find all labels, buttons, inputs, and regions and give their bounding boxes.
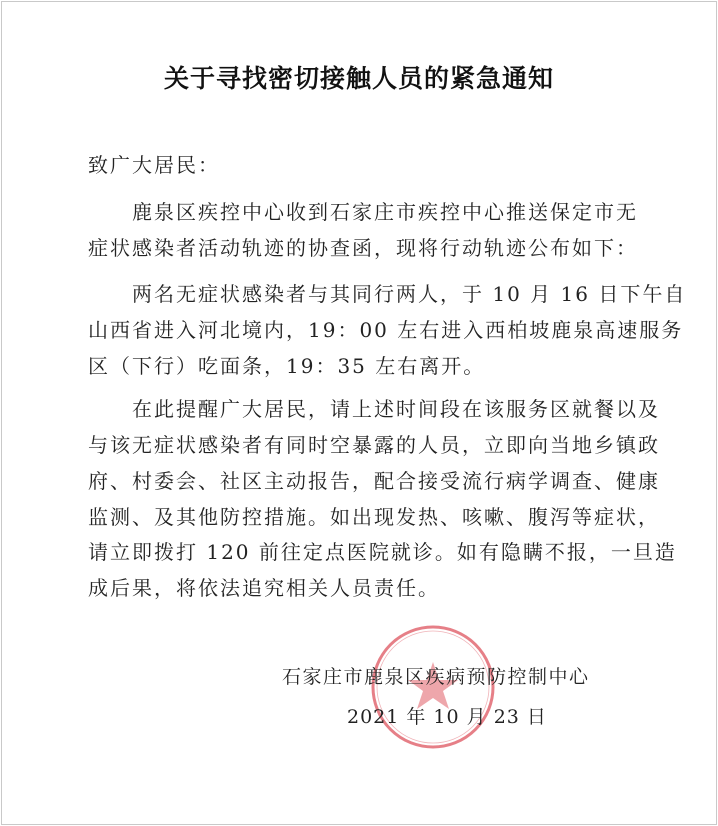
paragraph-3-line: 在此提醒广大居民，请上述时间段在该服务区就餐以及 — [132, 397, 660, 421]
signature-organization: 石家庄市鹿泉区疾病预防控制中心 — [282, 666, 590, 688]
paragraph-1-line: 鹿泉区疾控中心收到石家庄市疾控中心推送保定市无 — [132, 200, 638, 224]
paragraph-3-line: 监测、及其他防控措施。如出现发热、咳嗽、腹泻等症状， — [88, 505, 660, 529]
notice-title: 关于寻找密切接触人员的紧急通知 — [163, 64, 554, 93]
paragraph-3-line: 请立即拨打 120 前往定点医院就诊。如有隐瞒不报，一旦造 — [88, 540, 677, 564]
issue-date: 2021 年 10 月 23 日 — [347, 706, 547, 728]
paragraph-2-line: 两名无症状感染者与其同行两人，于 10 月 16 日下午自 — [132, 282, 687, 306]
paragraph-1-line: 症状感染者活动轨迹的协查函，现将行动轨迹公布如下： — [88, 236, 638, 260]
paragraph-2-line: 山西省进入河北境内，19：00 左右进入西柏坡鹿泉高速服务 — [88, 318, 684, 342]
paragraph-3-line: 成后果，将依法追究相关人员责任。 — [88, 576, 440, 600]
paragraph-2-line: 区（下行）吃面条，19：35 左右离开。 — [88, 354, 486, 378]
paragraph-3-line: 府、村委会、社区主动报告，配合接受流行病学调查、健康 — [88, 469, 660, 493]
salutation: 致广大居民： — [88, 153, 220, 177]
paragraph-3-line: 与该无症状感染者有同时空暴露的人员，立即向当地乡镇政 — [88, 433, 660, 457]
